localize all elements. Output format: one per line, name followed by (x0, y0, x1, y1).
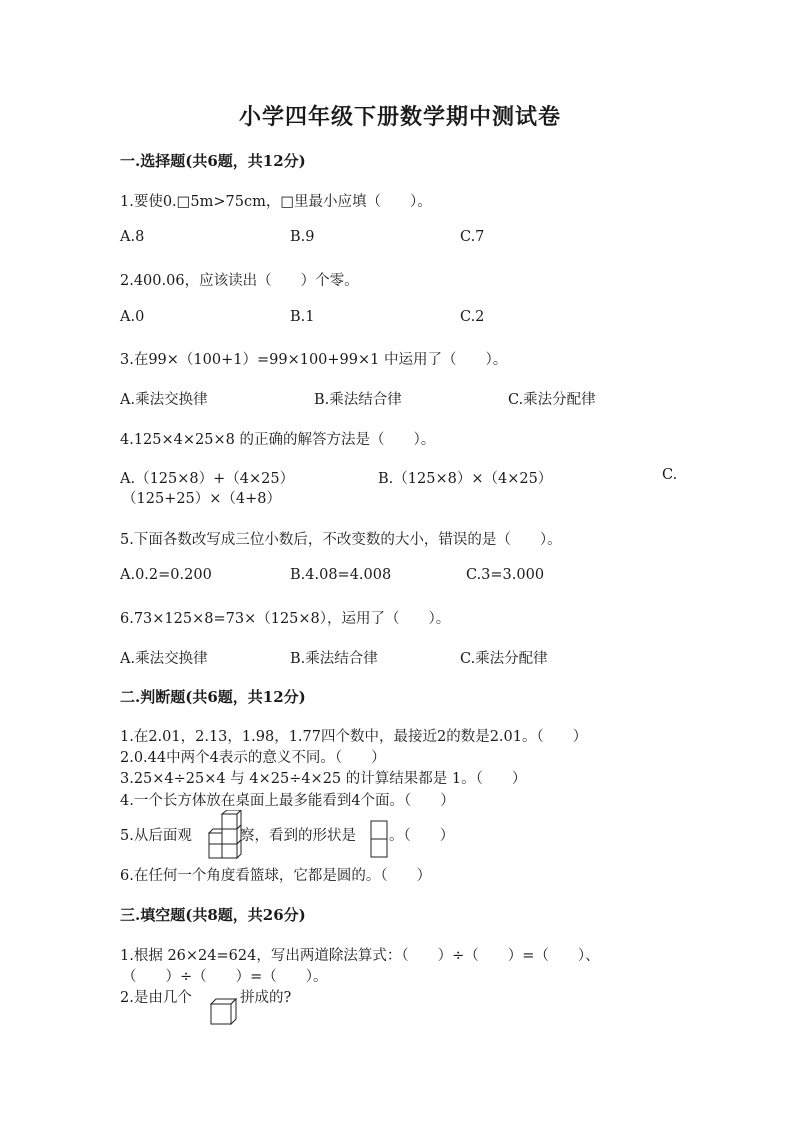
option-a[interactable]: A.（125×8）+（4×25） (120, 471, 295, 487)
question-text: （ ）÷（ ）=（ ）。 (122, 969, 328, 985)
option-b[interactable]: B.9 (290, 229, 315, 245)
cube-icon (210, 998, 238, 1026)
option-c[interactable]: C.乘法分配律 (460, 651, 548, 667)
option-c[interactable]: C.7 (460, 229, 485, 245)
option-c-text: （125+25）×（4+8） (122, 491, 282, 507)
question-text: 2.是由几个 (120, 990, 192, 1006)
option-b[interactable]: B.1 (290, 309, 315, 325)
question-text: 4.一个长方体放在桌面上最多能看到4个面。（ ） (120, 793, 455, 809)
option-b[interactable]: B.（125×8）×（4×25） (378, 471, 553, 487)
question-text: 1.根据 26×24=624，写出两道除法算式：（ ）÷（ ）=（ ）、 (120, 948, 600, 964)
option-c[interactable]: C. (662, 467, 678, 483)
option-a[interactable]: A.0.2=0.200 (120, 567, 212, 583)
option-a[interactable]: A.0 (120, 309, 145, 325)
question-text: 5.从后面观 (120, 828, 192, 844)
question-text: 3.在99×（100+1）=99×100+99×1 中运用了（ ）。 (120, 352, 508, 368)
option-b[interactable]: B.4.08=4.008 (290, 567, 392, 583)
question-text: 2.400.06，应该读出（ ）个零。 (120, 273, 359, 289)
question-text: 1.要使0.□5m>75cm，□里最小应填（ ）。 (120, 194, 432, 210)
option-c[interactable]: C.乘法分配律 (508, 392, 596, 408)
page-title: 小学四年级下册数学期中测试卷 (238, 104, 561, 130)
option-a[interactable]: A.8 (120, 229, 145, 245)
option-c[interactable]: C.3=3.000 (466, 567, 545, 583)
question-text: 5.下面各数改写成三位小数后，不改变数的大小，错误的是（ ）。 (120, 532, 562, 548)
question-text: 6.73×125×8=73×（125×8），运用了（ ）。 (120, 611, 451, 627)
question-text: 4.125×4×25×8 的正确的解答方法是（ ）。 (120, 432, 436, 448)
view-shape-figure (370, 820, 388, 858)
section-heading: 二.判断题(共6题，共12分) (120, 688, 306, 706)
stacked-cubes-figure (208, 810, 242, 860)
question-text: 6.在任何一个角度看篮球，它都是圆的。（ ） (120, 868, 432, 884)
question-text: 拼成的? (240, 990, 292, 1006)
question-text: 3.25×4÷25×4 与 4×25÷4×25 的计算结果都是 1。（ ） (120, 771, 527, 787)
option-a[interactable]: A.乘法交换律 (120, 392, 208, 408)
section-heading: 三.填空题(共8题，共26分) (120, 906, 306, 924)
option-a[interactable]: A.乘法交换律 (120, 651, 208, 667)
question-text: 2.0.44中两个4表示的意义不同。（ ） (120, 750, 386, 766)
option-b[interactable]: B.乘法结合律 (314, 392, 402, 408)
section-heading: 一.选择题(共6题，共12分) (120, 152, 306, 170)
question-text: 1.在2.01，2.13，1.98，1.77四个数中，最接近2的数是2.01。（ ） (120, 729, 588, 745)
option-c[interactable]: C.2 (460, 309, 485, 325)
option-b[interactable]: B.乘法结合律 (290, 651, 378, 667)
question-text: 。（ ） (389, 828, 455, 844)
question-text: 察，看到的形状是 (240, 828, 356, 844)
